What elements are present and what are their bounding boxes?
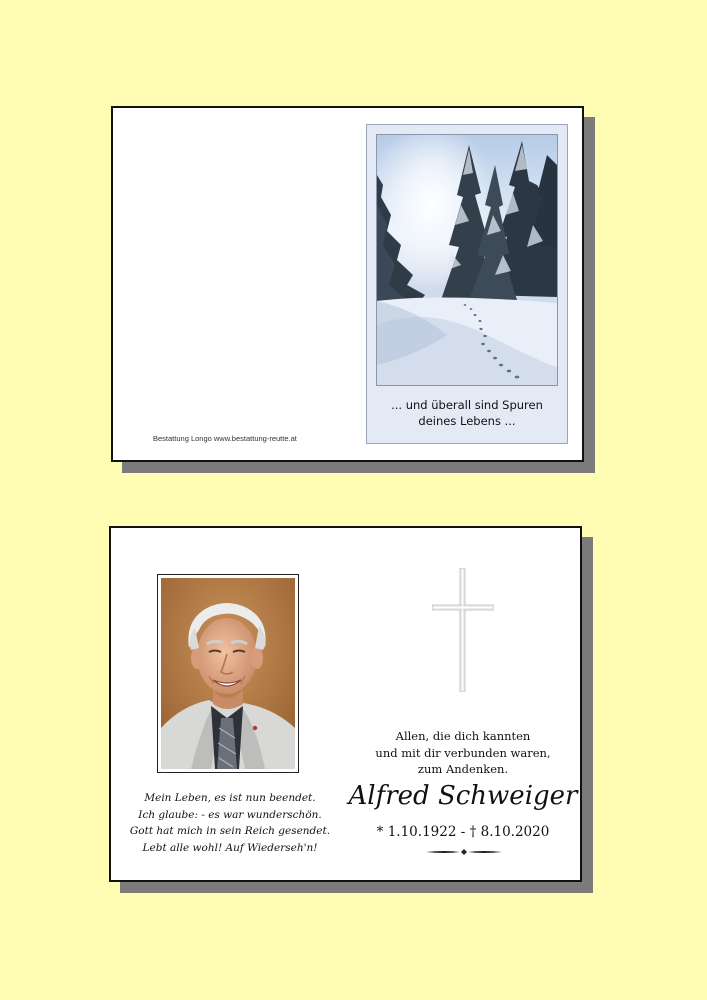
cover-panel <box>366 124 568 444</box>
portrait-frame <box>157 574 299 773</box>
life-dates: * 1.10.1922 - † 8.10.2020 <box>376 824 550 840</box>
poem-line: Lebt alle wohl! Auf Wiederseh'n! <box>142 841 318 854</box>
card-front <box>111 106 584 462</box>
poem <box>125 790 335 856</box>
portrait-photo <box>161 578 295 769</box>
poem-line: Mein Leben, es ist nun beendet. <box>144 792 316 804</box>
card-inside <box>109 526 582 882</box>
memorial-line: und mit dir verbunden waren, <box>375 745 551 760</box>
funeral-home-imprint: Bestattung Longo www.bestattung-reutte.at <box>153 434 297 443</box>
deceased-name: Alfred Schweiger <box>348 781 578 811</box>
memorial-line: Allen, die dich kannten <box>395 729 531 743</box>
memorial-text <box>339 728 587 778</box>
poem-line: Ich glaube: - es war wunderschön. <box>138 808 322 821</box>
divider-ornament <box>426 848 502 856</box>
poem-line: Gott hat mich in sein Reich gesendet. <box>129 825 331 837</box>
cover-quote-line: deines Lebens ... <box>418 414 516 428</box>
cover-quote <box>367 397 567 429</box>
memorial-line: zum Andenken. <box>417 762 509 776</box>
cover-quote-line: ... und überall sind Spuren <box>391 398 543 412</box>
winter-forest-image <box>376 134 558 386</box>
cross-icon <box>432 568 494 692</box>
